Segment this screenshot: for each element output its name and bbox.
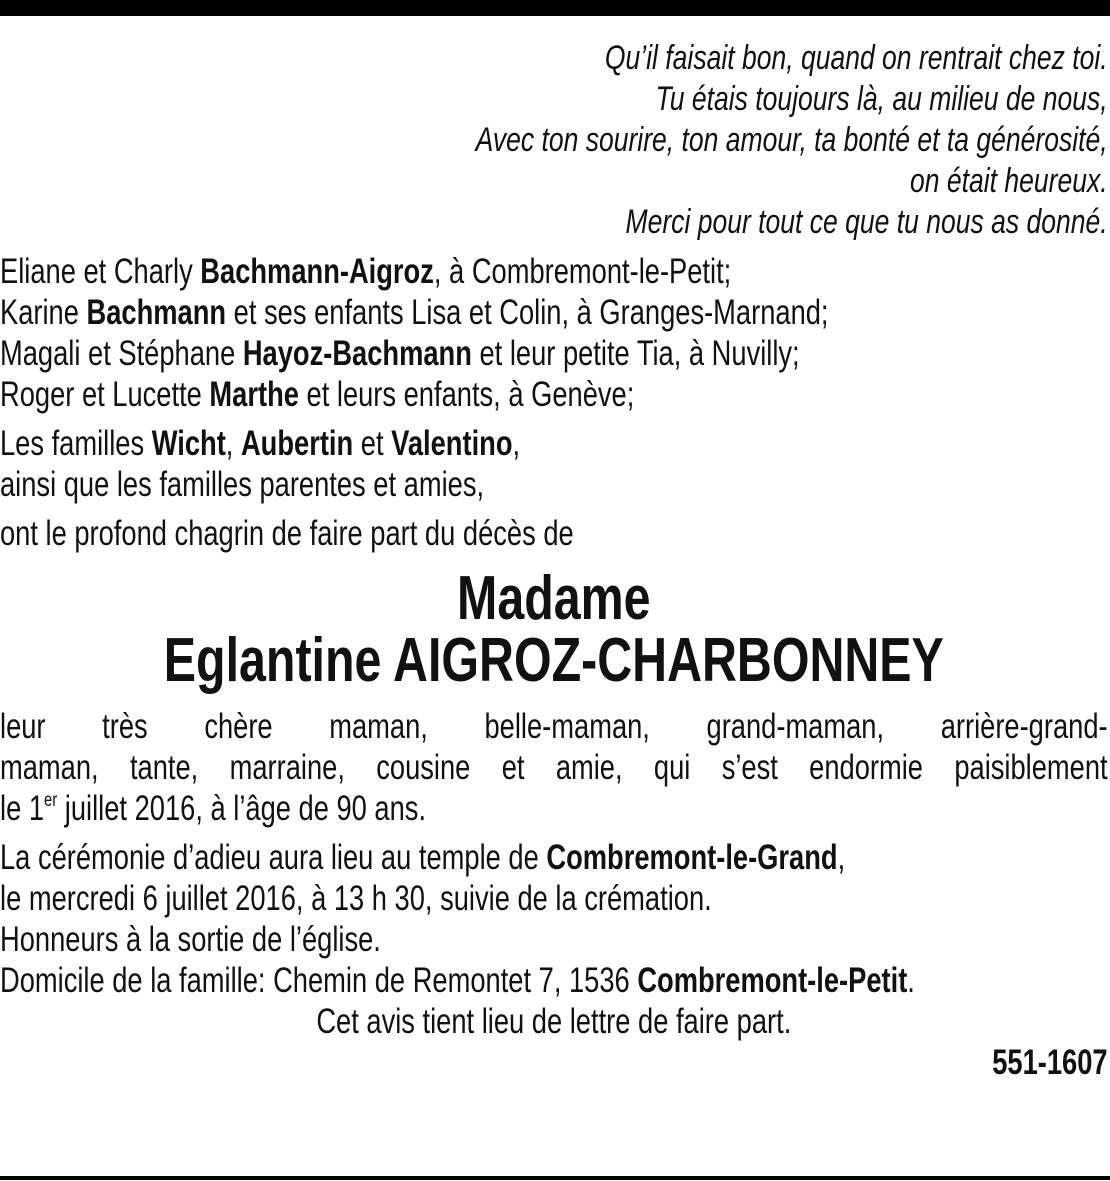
family-line: [0, 374, 1108, 415]
description: [0, 706, 1108, 829]
family-text: Roger et Lucette: [0, 375, 210, 414]
ceremony-place: Combremont-le-Grand: [546, 838, 838, 877]
poem-line: Merci pour tout ce que tu nous as donné.: [625, 203, 1108, 241]
family-text: et ses enfants Lisa et Colin, à Granges-Marnand;: [226, 293, 829, 332]
description-line: leur très chère maman, belle-maman, grand-maman, arrière-grand-: [0, 707, 1108, 746]
family-line: [0, 333, 1108, 374]
poem: [0, 38, 1108, 243]
family-surname: Aubertin: [240, 424, 354, 463]
family-text: Magali et Stéphane: [0, 334, 243, 373]
families-line: [0, 423, 1108, 464]
family-surname: Wicht: [151, 424, 226, 463]
ceremony-line: [0, 837, 1108, 878]
family-text: Eliane et Charly: [0, 252, 201, 291]
poem-line: Qu’il faisait bon, quand on rentrait chez toi.: [604, 39, 1108, 77]
families-text: et: [353, 424, 392, 463]
ceremony-details: [0, 837, 1108, 1001]
deceased-title: Madame: [457, 564, 651, 633]
description-text: juillet 2016, à l’âge de 90 ans.: [57, 789, 427, 828]
description-line: [0, 788, 1108, 829]
notice-statement: Cet avis tient lieu de lettre de faire part.: [316, 1002, 792, 1041]
family-text: et leurs enfants, à Genève;: [298, 375, 635, 414]
family-surname: Marthe: [209, 375, 299, 414]
ordinal-suffix: er: [44, 790, 58, 811]
ceremony-text: La cérémonie d’adieu aura lieu au temple de: [0, 838, 547, 877]
families-text: ,: [512, 424, 521, 463]
families-line: ainsi que les familles parentes et amies,: [0, 465, 485, 504]
ceremony-text: ,: [837, 838, 846, 877]
ceremony-text: Domicile de la famille: Chemin de Remontet 7, 1536: [0, 961, 638, 1000]
obituary-notice: [0, 38, 1108, 1083]
description-line: maman, tante, marraine, cousine et amie, qui s’est endormie paisiblement: [0, 748, 1108, 787]
announcement: [0, 513, 1108, 554]
family-text: et leur petite Tia, à Nuvilly;: [471, 334, 800, 373]
extended-families: [0, 423, 1108, 505]
bottom-border: [0, 1176, 1110, 1180]
deceased-name: Eglantine AIGROZ-CHARBONNEY: [163, 626, 944, 695]
family-surname: Bachmann: [86, 293, 227, 332]
poem-line: Tu étais toujours là, au milieu de nous,: [655, 80, 1108, 118]
ceremony-line: Honneurs à la sortie de l’église.: [0, 920, 381, 959]
ceremony-place: Combremont-le-Petit: [637, 961, 908, 1000]
ceremony-text: .: [907, 961, 915, 1000]
family-line: [0, 251, 1108, 292]
notice-body: [0, 38, 1108, 1083]
top-border: [0, 0, 1110, 16]
ceremony-line: [0, 960, 1108, 1001]
family-surname: Bachmann-Aigroz: [200, 252, 434, 291]
families-text: ,: [225, 424, 241, 463]
family-text: Karine: [0, 293, 87, 332]
deceased-name-block: [0, 564, 1108, 695]
families-text: Les familles: [0, 424, 152, 463]
ceremony-line: le mercredi 6 juillet 2016, à 13 h 30, suivie de la crémation.: [0, 879, 712, 918]
description-text: le 1: [0, 789, 45, 828]
family-line: [0, 292, 1108, 333]
poem-line: on était heureux.: [910, 162, 1108, 200]
reference-number: 551-1607: [992, 1043, 1108, 1082]
family-text: , à Combremont-le-Petit;: [433, 252, 732, 291]
announcement-text: ont le profond chagrin de faire part du décès de: [0, 514, 574, 553]
poem-line: Avec ton sourire, ton amour, ta bonté et ta générosité,: [475, 121, 1108, 159]
family-surname: Hayoz-Bachmann: [242, 334, 472, 373]
family-surname: Valentino: [391, 424, 513, 463]
family-list: [0, 251, 1108, 415]
